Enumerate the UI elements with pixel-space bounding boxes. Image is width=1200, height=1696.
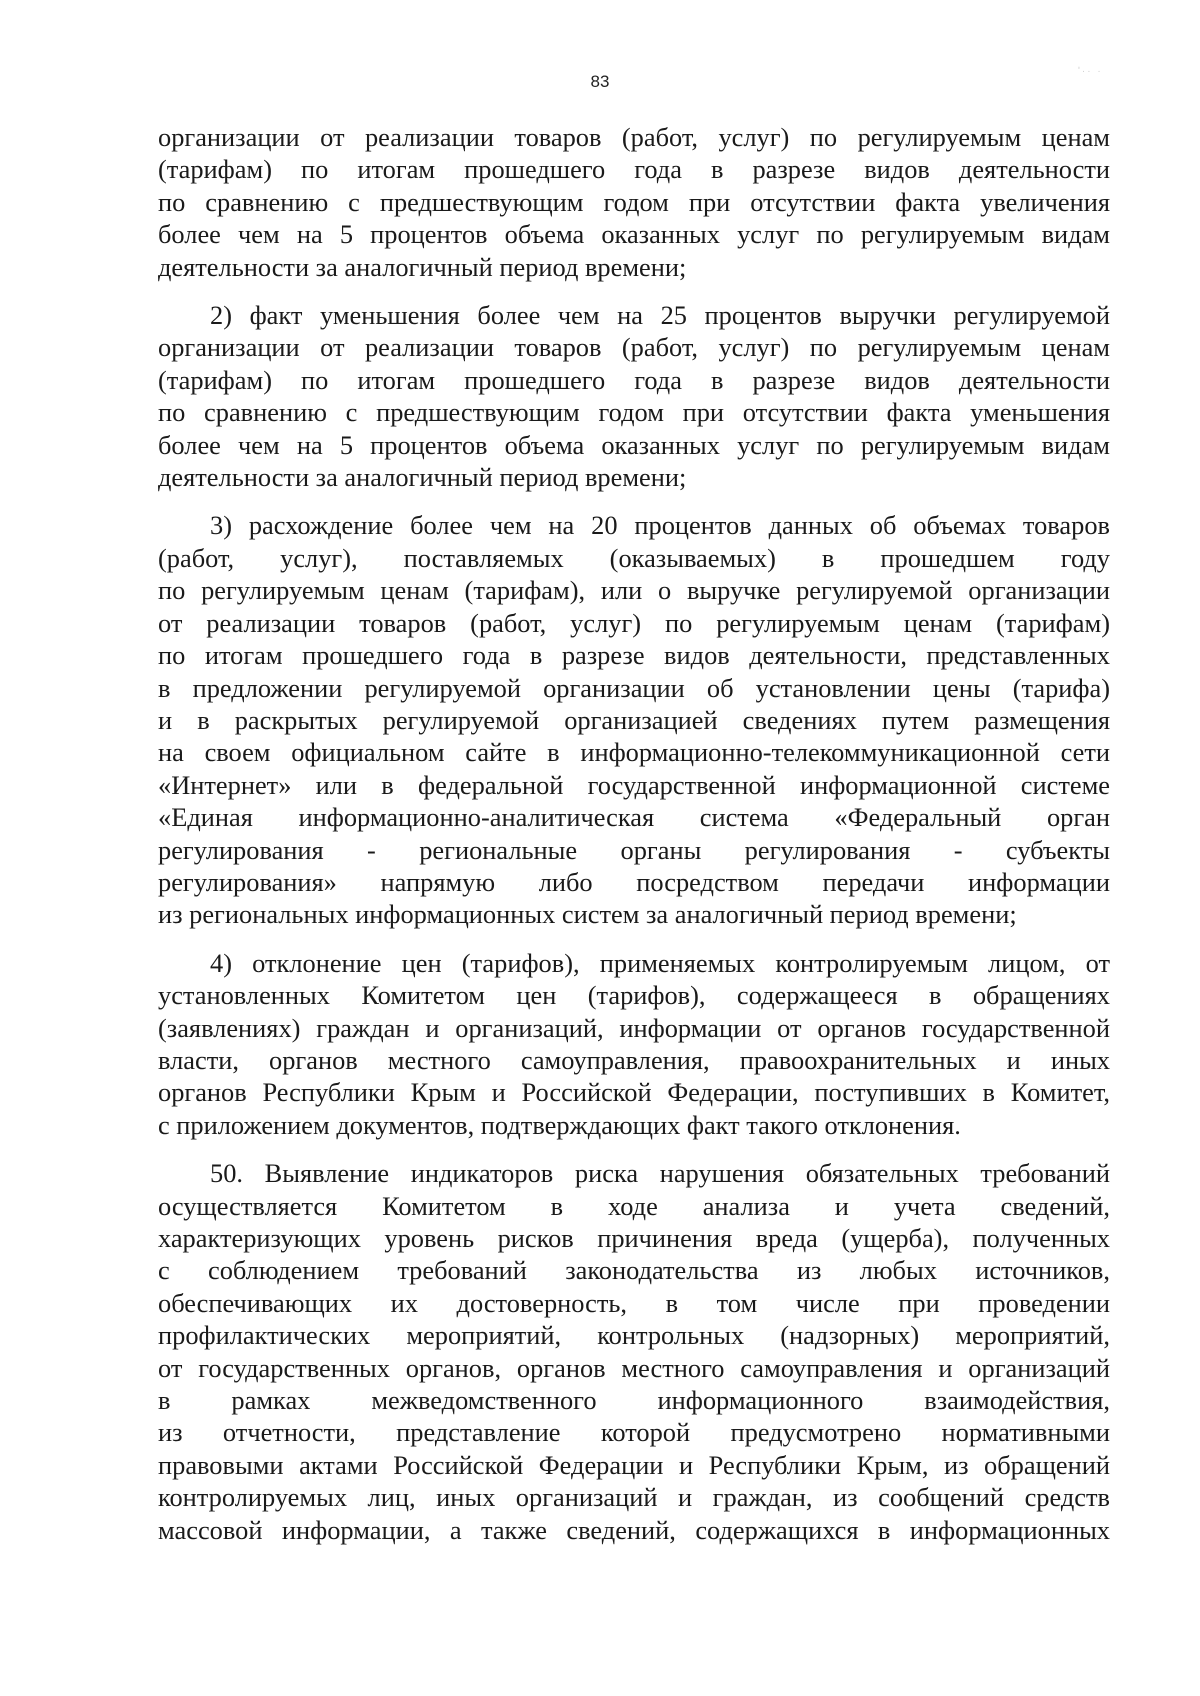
text-line: на своем официальном сайте в информационно-телекоммуникационной сети: [158, 737, 1110, 768]
text-line: от реализации товаров (работ, услуг) по регулируемым ценам (тарифам): [158, 607, 1110, 638]
text-line: правовыми актами Российской Федерации и Республики Крым, из обращений: [158, 1449, 1110, 1480]
text-line: по сравнению с предшествующим годом при отсутствии факта уменьшения: [158, 397, 1110, 428]
text-line: 2) факт уменьшения более чем на 25 процентов выручки регулируемой: [210, 300, 1110, 331]
text-line: (работ, услуг), поставляемых (оказываемых) в прошедшем году: [158, 542, 1110, 573]
page-number: 83: [590, 72, 610, 91]
text-line: и в раскрытых регулируемой организацией сведениях путем размещения: [158, 704, 1110, 735]
text-line: деятельности за аналогичный период времени;: [158, 251, 687, 282]
text-line: 50. Выявление индикаторов риска нарушения обязательных требований: [210, 1158, 1110, 1189]
text-line: из региональных информационных систем за аналогичный период времени;: [158, 899, 1017, 930]
text-line: власти, органов местного самоуправления, правоохранительных и иных: [158, 1044, 1110, 1075]
text-line: от государственных органов, органов местного самоуправления и организаций: [158, 1352, 1110, 1383]
text-line: по сравнению с предшествующим годом при отсутствии факта увеличения: [158, 186, 1110, 217]
text-line: более чем на 5 процентов объема оказанных услуг по регулируемым видам: [158, 429, 1110, 460]
text-line: установленных Комитетом цен (тарифов), содержащееся в обращениях: [158, 980, 1110, 1011]
text-line: с соблюдением требований законодательства из любых источников,: [158, 1255, 1110, 1286]
text-line: организации от реализации товаров (работ, услуг) по регулируемым ценам: [158, 332, 1110, 363]
text-line: характеризующих уровень рисков причинения вреда (ущерба), полученных: [158, 1223, 1110, 1253]
text-line: «Единая информационно-аналитическая система «Федеральный орган: [158, 802, 1110, 833]
scan-mark: ʹ·· ·: [1078, 66, 1103, 77]
paragraph-item-2: [158, 299, 1110, 493]
text-line: «Интернет» или в федеральной государственной информационной системе: [158, 769, 1110, 800]
paragraph-continuation: [158, 121, 1110, 283]
text-line: (тарифам) по итогам прошедшего года в разрезе видов деятельности: [158, 364, 1110, 395]
text-line: массовой информации, а также сведений, содержащихся в информационных: [158, 1514, 1110, 1545]
text-line: регулирования - региональные органы регулирования - субъекты: [158, 834, 1110, 865]
paragraph-section-50: [158, 1157, 1110, 1546]
text-line: более чем на 5 процентов объема оказанных услуг по регулируемым видам: [158, 219, 1110, 250]
text-line: в предложении регулируемой организации об установлении цены (тарифа): [158, 672, 1110, 703]
text-line: организации от реализации товаров (работ, услуг) по регулируемым ценам: [158, 122, 1110, 152]
paragraph-item-4: [158, 947, 1110, 1141]
text-line: с приложением документов, подтверждающих факт такого отклонения.: [158, 1109, 961, 1140]
text-line: по итогам прошедшего года в разрезе видов деятельности, представленных: [158, 640, 1110, 671]
text-line: (тарифам) по итогам прошедшего года в разрезе видов деятельности: [158, 154, 1110, 185]
text-line: контролируемых лиц, иных организаций и граждан, из сообщений средств: [158, 1482, 1110, 1513]
text-line: регулирования» напрямую либо посредством передачи информации: [158, 866, 1110, 897]
text-line: деятельности за аналогичный период времени;: [158, 462, 687, 493]
text-line: 3) расхождение более чем на 20 процентов данных об объемах товаров: [210, 510, 1110, 541]
text-line: (заявлениях) граждан и организаций, информации от органов государственной: [158, 1012, 1110, 1043]
text-line: по регулируемым ценам (тарифам), или о выручке регулируемой организации: [158, 575, 1110, 606]
text-line: из отчетности, представление которой предусмотрено нормативными: [158, 1417, 1110, 1448]
text-line: 4) отклонение цен (тарифов), применяемых контролируемым лицом, от: [210, 947, 1110, 978]
text-line: органов Республики Крым и Российской Федерации, поступивших в Комитет,: [158, 1077, 1110, 1108]
text-line: осуществляется Комитетом в ходе анализа и учета сведений,: [158, 1190, 1110, 1221]
text-line: обеспечивающих их достоверность, в том числе при проведении: [158, 1287, 1110, 1318]
paragraph-item-3: [158, 509, 1110, 930]
text-line: в рамках межведомственного информационного взаимодействия,: [158, 1385, 1110, 1416]
document-body: [158, 121, 1110, 1562]
text-line: профилактических мероприятий, контрольных (надзорных) мероприятий,: [158, 1320, 1110, 1351]
